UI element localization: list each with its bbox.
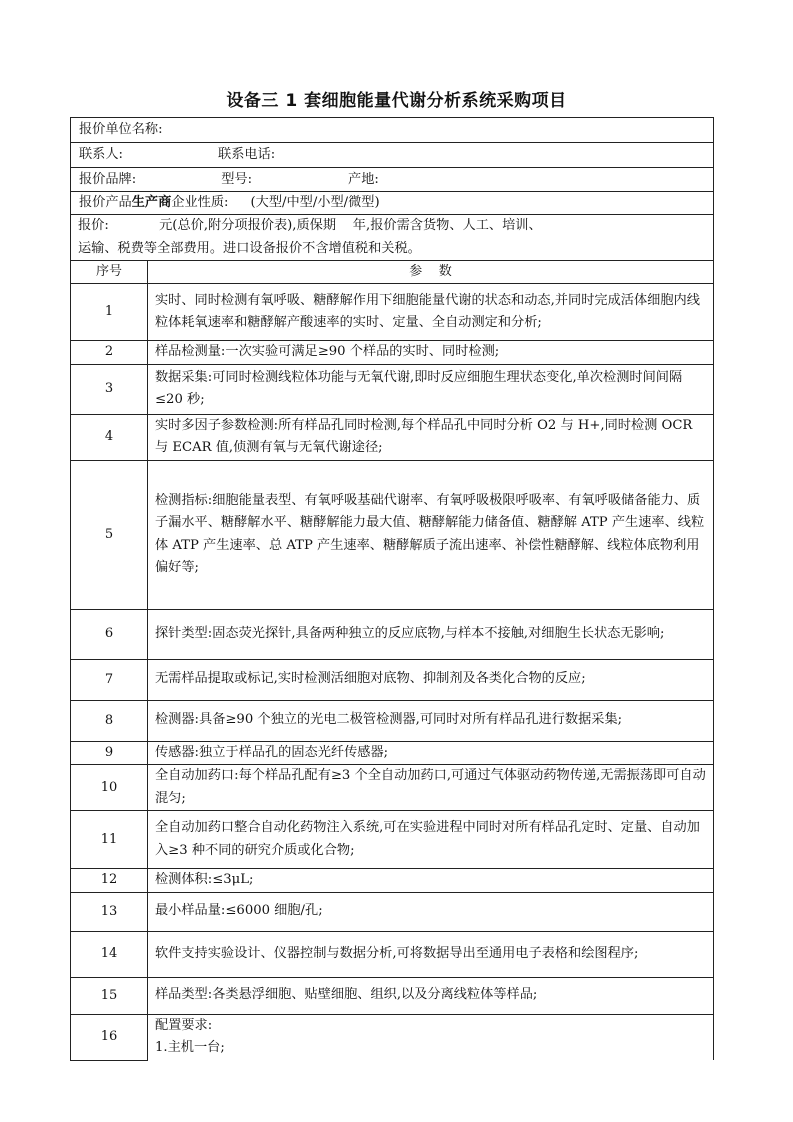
row-text: 检测器:具备≥90 个独立的光电二极管检测器,可同时对所有样品孔进行数据采集;: [148, 700, 714, 741]
table-row: [71, 659, 714, 700]
row-text: 检测体积:≤3μL;: [148, 869, 714, 893]
procurement-table: [70, 117, 714, 1061]
table-row: [71, 364, 714, 414]
brand-label: 报价品牌:: [79, 171, 137, 187]
producer-prefix: 报价产品: [79, 195, 132, 210]
price-line-1: 报价: 元(总价,附分项报价表),质保期 年,报价需含货物、人工、培训、: [78, 218, 542, 233]
table-row: [71, 1014, 714, 1060]
row-number: 16: [71, 1014, 148, 1060]
table-row: [71, 811, 714, 869]
row-text: 探针类型:固态荧光探针,具备两种独立的反应底物,与样本不接触,对细胞生长状态无影响;: [148, 609, 714, 659]
table-row: [71, 741, 714, 765]
quote-unit-field[interactable]: [71, 118, 714, 143]
row-text: 无需样品提取或标记,实时检测活细胞对底物、抑制剂及各类化合物的反应;: [148, 659, 714, 700]
row-text: 样品类型:各类悬浮细胞、贴壁细胞、组织,以及分离线粒体等样品;: [148, 977, 714, 1014]
producer-suffix: 企业性质:: [171, 195, 229, 210]
table-row: [71, 931, 714, 977]
row-number: 15: [71, 977, 148, 1014]
price-line-2: 运输、税费等全部费用。进口设备报价不含增值税和关税。: [78, 240, 421, 256]
row-text: 样品检测量:一次实验可满足≥90 个样品的实时、同时检测;: [148, 341, 714, 365]
table-row: [71, 700, 714, 741]
producer-row: [71, 192, 714, 215]
origin-label: 产地:: [348, 171, 379, 187]
row-number: 12: [71, 869, 148, 893]
brand-row: [71, 168, 714, 192]
col-header-param: 参 数: [148, 261, 714, 284]
row-number: 13: [71, 892, 148, 931]
config-item: 1.主机一台;: [155, 1040, 225, 1055]
row-text: 实时多因子参数检测:所有样品孔同时检测,每个样品孔中同时分析 O2 与 H+,同时检测 OCR 与 ECAR 值,侦测有氧与无氧代谢途径;: [148, 414, 714, 460]
producer-options: (大型/中型/小型/微型): [250, 195, 380, 210]
table-row: [71, 892, 714, 931]
price-field[interactable]: [71, 215, 714, 261]
row-text: 全自动加药口整合自动化药物注入系统,可在实验进程中同时对所有样品孔定时、定量、自动加入≥3 种不同的研究介质或化合物;: [148, 811, 714, 869]
row-text: 软件支持实验设计、仪器控制与数据分析,可将数据导出至通用电子表格和绘图程序;: [148, 931, 714, 977]
table-row: [71, 977, 714, 1014]
quote-unit-row: [71, 118, 714, 143]
row-number: 4: [71, 414, 148, 460]
row-text: 全自动加药口:每个样品孔配有≥3 个全自动加药口,可通过气体驱动药物传递,无需振荡即可自动混匀;: [148, 765, 714, 811]
row-number: 3: [71, 364, 148, 414]
table-row: [71, 414, 714, 460]
row-number: 6: [71, 609, 148, 659]
row-text: 传感器:独立于样品孔的固态光纤传感器;: [148, 741, 714, 765]
contact-field[interactable]: [71, 143, 714, 168]
table-row: [71, 284, 714, 341]
row-text: 数据采集:可同时检测线粒体功能与无氧代谢,即时反应细胞生理状态变化,单次检测时间间隔≤20 秒;: [148, 364, 714, 414]
contact-label: 联系人:: [79, 147, 124, 162]
column-header-row: [71, 261, 714, 284]
row-number: 7: [71, 659, 148, 700]
table-row: [71, 460, 714, 609]
document-title: 设备三 1 套细胞能量代谢分析系统采购项目: [226, 91, 567, 111]
row-number: 14: [71, 931, 148, 977]
price-row: [71, 215, 714, 261]
row-number: 2: [71, 341, 148, 365]
row-number: 11: [71, 811, 148, 869]
contact-row: [71, 143, 714, 168]
table-row: [71, 341, 714, 365]
col-header-no: 序号: [71, 261, 148, 284]
row-number: 1: [71, 284, 148, 341]
producer-field[interactable]: [71, 192, 714, 215]
table-row: [71, 765, 714, 811]
table-row: [71, 869, 714, 893]
row-number: 5: [71, 460, 148, 609]
quote-unit-label: 报价单位名称:: [79, 122, 163, 137]
row-text: 检测指标:细胞能量表型、有氧呼吸基础代谢率、有氧呼吸极限呼吸率、有氧呼吸储备能力、质子漏水平、糖酵解水平、糖酵解能力最大值、糖酵解能力储备值、糖酵解 ATP 产生速率、线粒体 ATP 产生速率、总 ATP 产生速率、糖酵解质子流出速率、补偿性糖酵解、线粒体底物利用偏好等;: [148, 460, 714, 609]
row-number: 10: [71, 765, 148, 811]
table-row: [71, 609, 714, 659]
producer-bold-label: 生产商: [131, 195, 172, 210]
model-label: 型号:: [221, 171, 253, 187]
phone-label: 联系电话:: [218, 147, 276, 162]
row-text: [148, 1014, 714, 1060]
config-heading: 配置要求:: [155, 1017, 213, 1033]
row-text: 实时、同时检测有氧呼吸、糖酵解作用下细胞能量代谢的状态和动态,并同时完成活体细胞内线粒体耗氧速率和糖酵解产酸速率的实时、定量、全自动测定和分析;: [148, 284, 714, 341]
row-text: 最小样品量:≤6000 细胞/孔;: [148, 892, 714, 931]
row-number: 8: [71, 700, 148, 741]
row-number: 9: [71, 741, 148, 765]
brand-field[interactable]: [71, 168, 714, 192]
